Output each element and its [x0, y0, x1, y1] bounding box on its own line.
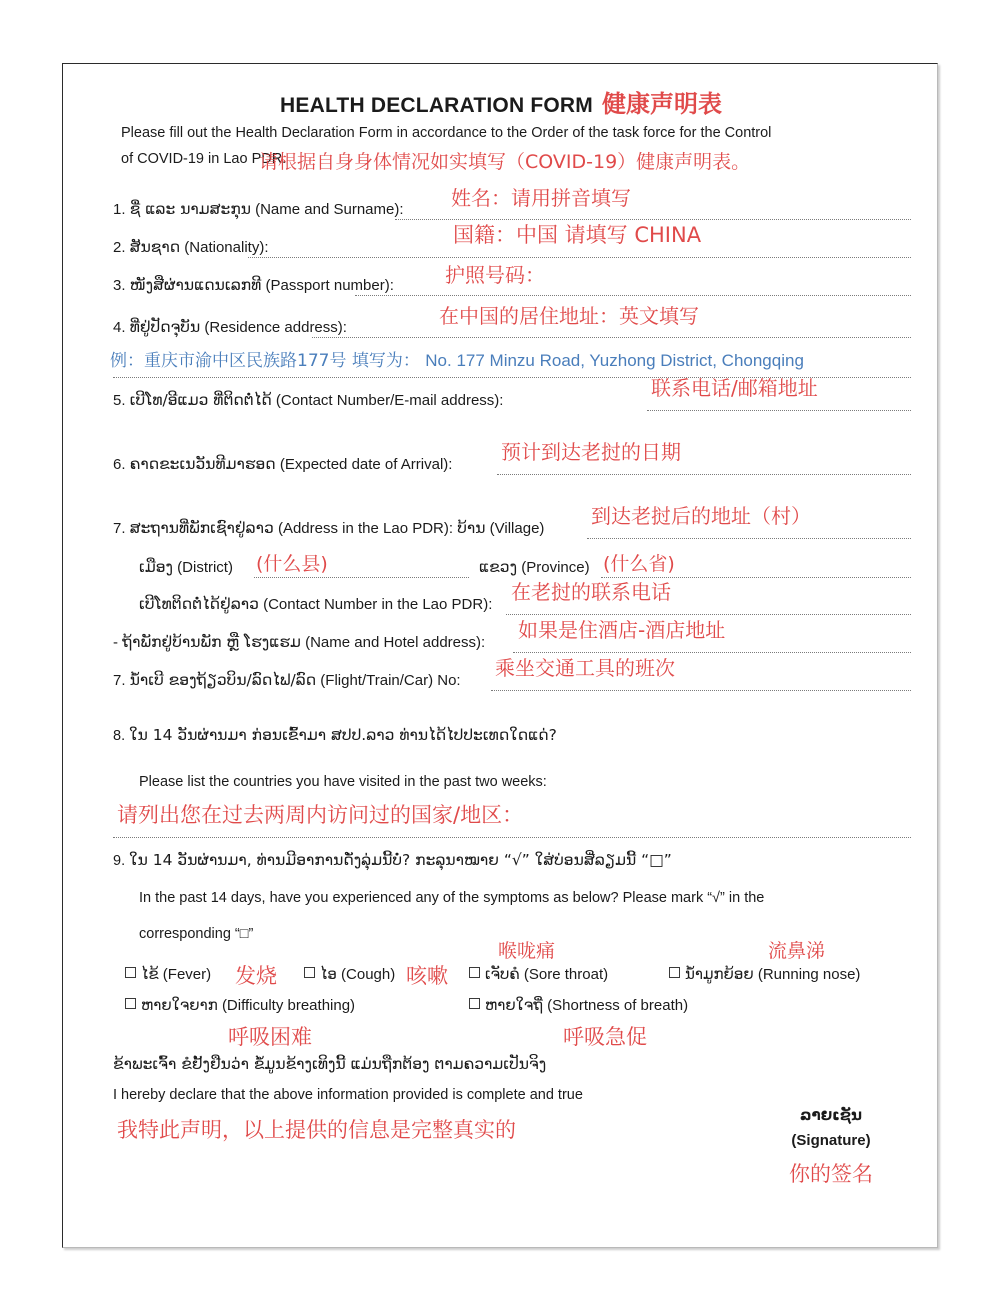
- field-7-village-english: (Village): [489, 520, 545, 537]
- field-7-contact-annotation: 在老挝的联系电话: [511, 580, 671, 604]
- countries-number: 8.: [113, 728, 126, 744]
- intro-line-1: Please fill out the Health Declaration Form in accordance to the Order of the task force for the Control: [121, 125, 772, 141]
- field-1-number: 1.: [113, 201, 126, 218]
- field-7-number: 7.: [113, 520, 126, 537]
- symptom-cough-english: (Cough): [341, 966, 396, 983]
- example-line: [110, 346, 804, 371]
- field-7-village-lao: ບ້ານ: [457, 519, 486, 537]
- signature-lao-label: ລາຍເຊັນ: [800, 1106, 862, 1124]
- form-page: [62, 63, 938, 1248]
- symptom-shortness-of-breath-english: (Shortness of breath): [547, 997, 689, 1014]
- symptoms-english-line-1: In the past 14 days, have you experienced any of the symptoms as below? Please mark “√” in the: [139, 890, 765, 906]
- field-6-lao: ຄາດຂະເນວັນທີມາຮອດ: [129, 455, 276, 473]
- symptom-fever-lao: ໄຂ້: [141, 965, 159, 983]
- field-7-district-english: (District): [177, 559, 233, 576]
- symptom-cough-annotation: 咳嗽: [406, 964, 448, 988]
- symptom-shortness-of-breath[interactable]: [469, 996, 688, 1014]
- field-7-province-label: [479, 558, 590, 576]
- field-3-input-line[interactable]: [355, 294, 911, 296]
- field-4-english: (Residence address):: [204, 319, 347, 336]
- field-5-english: (Contact Number/E-mail address):: [275, 392, 504, 409]
- field-5-annotation: 联系电话/邮箱地址: [651, 376, 818, 400]
- symptom-fever-annotation: 发烧: [235, 964, 277, 988]
- symptom-running-nose-lao: ນ້ຳມູກຍ້ອຍ: [685, 965, 754, 983]
- field-7-village-annotation: 到达老挝后的地址（村）: [591, 504, 811, 528]
- countries-lao-question: [113, 726, 557, 744]
- field-5-input-line[interactable]: [647, 409, 911, 411]
- page-title: [63, 84, 939, 119]
- field-3-english: (Passport number):: [265, 277, 394, 294]
- symptoms-lao: ໃນ 14 ວັນຜ່ານມາ, ທ່ານມີອາການດັ່ງລຸ່ມນີ້ບໍ່? ກະລຸນາໝາຍ “√” ໃສ່ບ່ອນສີ່ລຽມນີ້ “□”: [129, 851, 672, 869]
- field-flight-label: [113, 671, 461, 689]
- field-7-district-annotation: (什么县): [256, 553, 328, 575]
- symptom-shortness-of-breath-annotation: 呼吸急促: [563, 1025, 647, 1049]
- symptom-difficulty-breathing[interactable]: [125, 996, 355, 1014]
- field-5-label: [113, 391, 503, 409]
- title-chinese: 健康声明表: [601, 90, 722, 118]
- field-2-label: [113, 238, 269, 256]
- field-4-input-line[interactable]: [312, 336, 911, 338]
- title-english: HEALTH DECLARATION FORM: [280, 94, 593, 117]
- symptoms-number: 9.: [113, 853, 126, 869]
- field-3-lao: ໜັງສືຜ່ານແດນເລກທີ: [129, 276, 262, 294]
- countries-input-line[interactable]: [113, 836, 911, 838]
- field-flight-english: (Flight/Train/Car) No:: [320, 672, 461, 689]
- field-2-number: 2.: [113, 239, 126, 256]
- field-7-district-input-line[interactable]: [254, 576, 469, 578]
- symptom-fever-english: (Fever): [162, 966, 212, 983]
- field-1-english: (Name and Surname):: [255, 201, 404, 218]
- field-6-input-line[interactable]: [497, 473, 911, 475]
- field-1-annotation: 姓名：请用拼音填写: [451, 186, 631, 210]
- declaration-annotation: 我特此声明，以上提供的信息是完整真实的: [117, 1118, 516, 1142]
- field-4-label: [113, 318, 347, 336]
- field-7-hotel-lao: ຖ້າພັກຢູ່ບ້ານພັກ ຫຼື ໂຮງແຮມ: [122, 633, 301, 651]
- field-flight-number: 7.: [113, 672, 126, 689]
- field-5-lao: ເບີໂທ/ອີແມວ ທີ່ຕິດຕໍ່ໄດ້: [129, 391, 272, 409]
- symptom-fever[interactable]: [125, 965, 211, 983]
- symptom-difficulty-breathing-annotation: 呼吸困难: [228, 1025, 312, 1049]
- symptom-running-nose[interactable]: [669, 965, 860, 983]
- field-7-hotel-label: [113, 633, 485, 651]
- field-flight-input-line[interactable]: [491, 689, 911, 691]
- field-7-label: [113, 519, 544, 537]
- field-1-label: [113, 200, 404, 218]
- symptom-cough-lao: ໄອ: [320, 965, 337, 983]
- countries-annotation: 请列出您在过去两周内访问过的国家/地区：: [117, 803, 524, 827]
- field-7-district-lao: ເມືອງ: [139, 558, 173, 576]
- field-6-number: 6.: [113, 456, 126, 473]
- field-7-province-annotation: (什么省): [603, 553, 675, 575]
- checkbox-icon[interactable]: [469, 967, 480, 978]
- intro-annotation-chinese: 请根据自身身体情况如实填写（COVID-19）健康声明表。: [259, 151, 751, 173]
- field-7-contact-lao: ເບີໂທຕິດຕໍ່ໄດ້ຢູ່ລາວ: [139, 595, 259, 613]
- field-7-contact-english: (Contact Number in the Lao PDR):: [263, 596, 493, 613]
- field-7-hotel-annotation: 如果是住酒店-酒店地址: [518, 618, 726, 642]
- field-flight-annotation: 乘坐交通工具的班次: [495, 656, 675, 680]
- signature-annotation: 你的签名: [789, 1162, 873, 1186]
- field-3-annotation: 护照号码：: [445, 263, 545, 287]
- field-2-lao: ສັນຊາດ: [129, 238, 181, 256]
- symptoms-lao-question: [113, 851, 672, 869]
- field-6-annotation: 预计到达老挝的日期: [501, 440, 681, 464]
- symptom-difficulty-breathing-lao: ຫາຍໃຈຍາກ: [141, 996, 218, 1014]
- field-6-english: (Expected date of Arrival):: [279, 456, 453, 473]
- field-6-label: [113, 455, 452, 473]
- field-1-lao: ຊື່ ແລະ ນາມສະກຸນ: [129, 200, 251, 218]
- field-flight-lao: ນ້ຳເບີ ຂອງຖ້ຽວບິນ/ລົດໄຟ/ລົດ: [129, 671, 317, 689]
- field-7-contact-label: [139, 595, 492, 613]
- symptom-difficulty-breathing-english: (Difficulty breathing): [221, 997, 356, 1014]
- field-4-lao: ທີ່ຢູ່ປັດຈຸບັນ: [129, 318, 201, 336]
- checkbox-icon[interactable]: [469, 998, 480, 1009]
- checkbox-icon[interactable]: [125, 967, 136, 978]
- symptom-sore-throat-english: (Sore throat): [523, 966, 609, 983]
- checkbox-icon[interactable]: [304, 967, 315, 978]
- symptom-running-nose-annotation: 流鼻涕: [768, 940, 826, 962]
- field-7-province-lao: ແຂວງ: [479, 558, 518, 576]
- field-5-number: 5.: [113, 392, 126, 409]
- symptom-cough[interactable]: [304, 965, 395, 983]
- field-2-english: (Nationality):: [184, 239, 269, 256]
- declaration-english: I hereby declare that the above information provided is complete and true: [113, 1087, 583, 1103]
- field-7-english: (Address in the Lao PDR):: [277, 520, 454, 537]
- intro-line-2: of COVID-19 in Lao PDR.: [121, 151, 287, 167]
- checkbox-icon[interactable]: [125, 998, 136, 1009]
- field-7-hotel-bullet: -: [113, 634, 118, 651]
- signature-english-label: (Signature): [791, 1132, 871, 1149]
- checkbox-icon[interactable]: [669, 967, 680, 978]
- field-7-lao: ສະຖານທີ່ພັກເຊົາຢູ່ລາວ: [129, 519, 274, 537]
- example-prefix-chinese: 例：重庆市渝中区民族路177号 填写为：: [110, 351, 420, 371]
- symptom-sore-throat[interactable]: [469, 965, 608, 983]
- example-value-english: No. 177 Minzu Road, Yuzhong District, Chongqing: [425, 351, 804, 370]
- countries-english-question: Please list the countries you have visited in the past two weeks:: [139, 774, 547, 790]
- form-content: [63, 64, 939, 1249]
- symptom-sore-throat-lao: ເຈັບຄໍ: [485, 965, 520, 983]
- field-7-hotel-english: (Name and Hotel address):: [305, 634, 486, 651]
- field-7-province-english: (Province): [521, 559, 590, 576]
- countries-lao: ໃນ 14 ວັນຜ່ານມາ ກ່ອນເຂົ້າມາ ສປປ.ລາວ ທ່ານໄດ້ໄປປະເທດໃດແດ່?: [129, 726, 557, 744]
- symptom-running-nose-english: (Running nose): [757, 966, 861, 983]
- field-2-input-line[interactable]: [248, 256, 911, 258]
- symptom-shortness-of-breath-lao: ຫາຍໃຈຖີ່: [485, 996, 543, 1014]
- field-4-annotation: 在中国的居住地址：英文填写: [439, 304, 699, 328]
- symptoms-english-line-2: corresponding “□”: [139, 926, 254, 942]
- field-7-district-label: [139, 558, 233, 576]
- field-2-annotation: 国籍：中国 请填写 CHINA: [453, 223, 702, 247]
- field-7-village-input-line[interactable]: [587, 537, 911, 539]
- field-3-label: [113, 276, 394, 294]
- declaration-lao: ຂ້າພະເຈົ້າ ຂໍຢັ້ງຢືນວ່າ ຂໍ້ມູນຂ້າງເທິງນີ້ ແມ່ນຖືກຕ້ອງ ຕາມຄວາມເປັນຈິງ: [113, 1055, 547, 1073]
- field-4-number: 4.: [113, 319, 126, 336]
- field-3-number: 3.: [113, 277, 126, 294]
- symptom-sore-throat-annotation: 喉咙痛: [498, 940, 556, 962]
